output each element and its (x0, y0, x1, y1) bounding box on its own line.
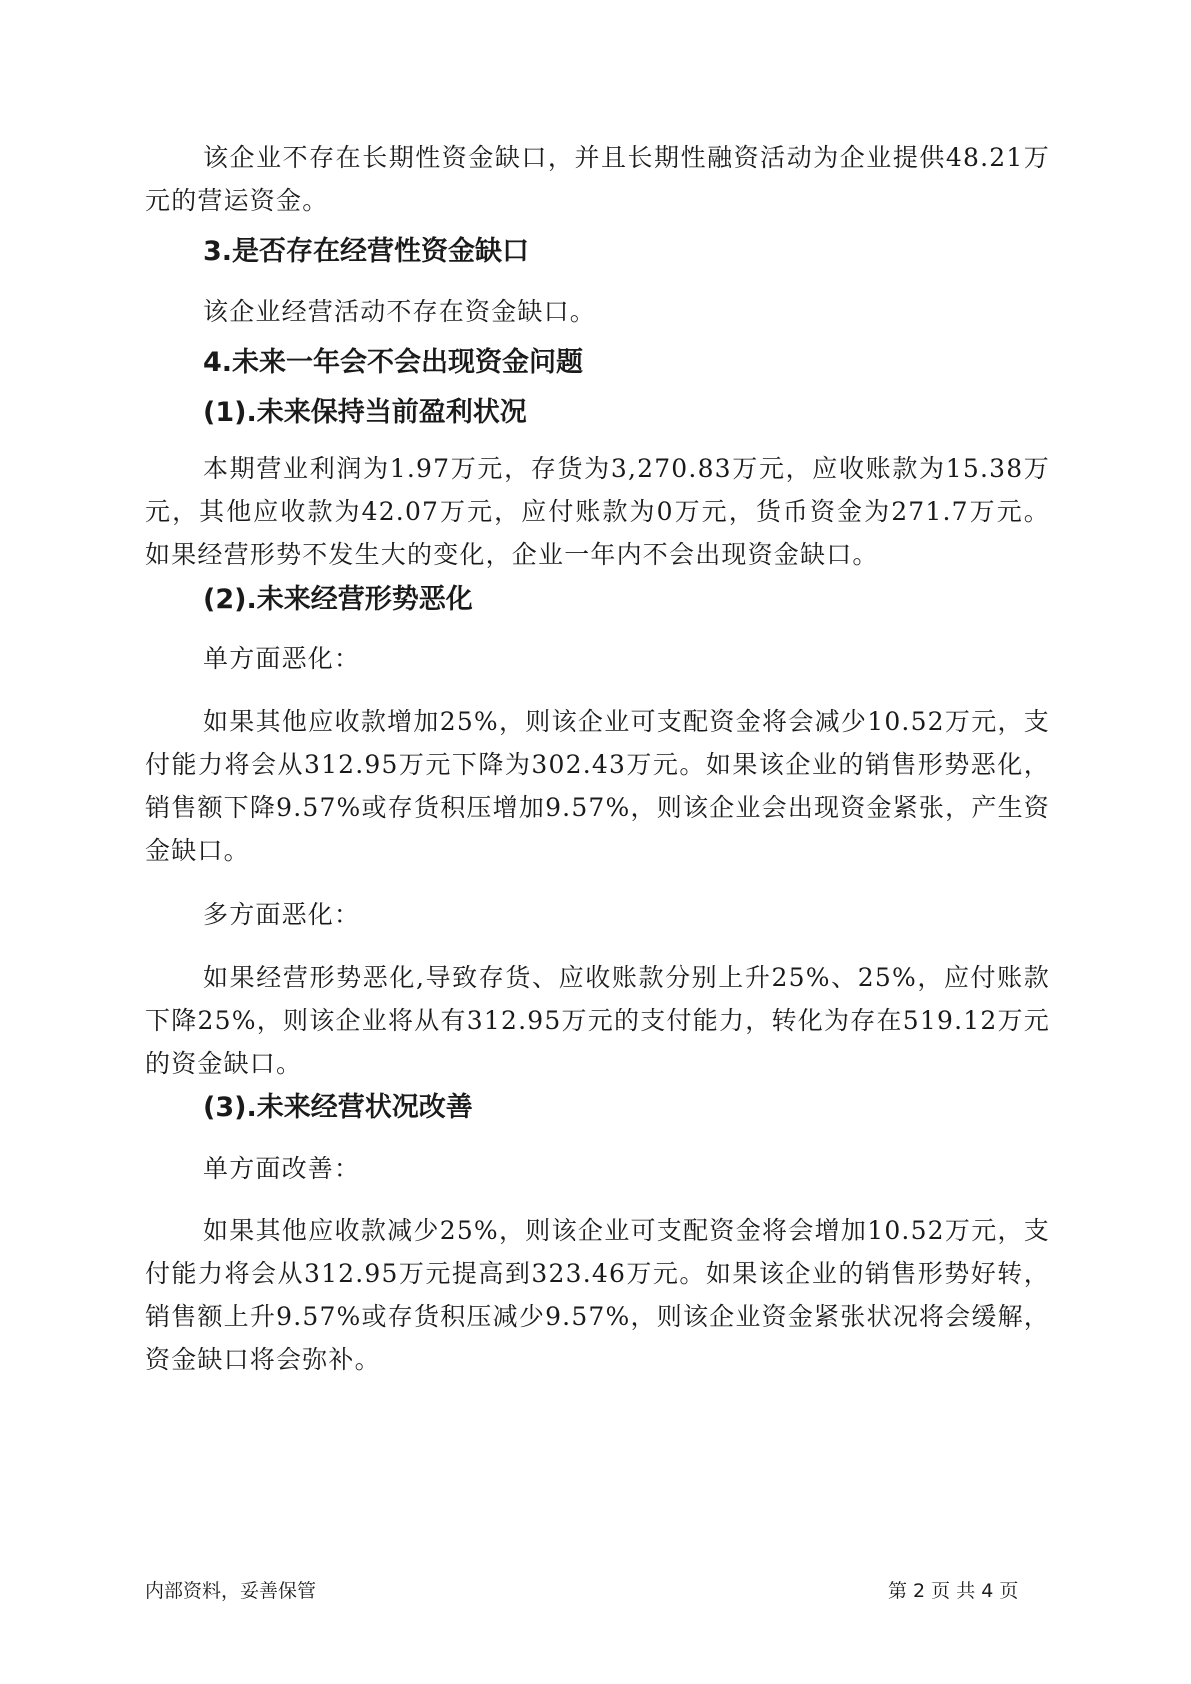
heading-maintain-profit: (1).未来保持当前盈利状况 (203, 397, 527, 428)
heading-next-year: 4.未来一年会不会出现资金问题 (203, 347, 584, 378)
footer-page-number: 第 2 页 共 4 页 (888, 1580, 1019, 1602)
paragraph-operating-no-gap: 该企业经营活动不存在资金缺口。 (203, 297, 597, 326)
paragraph-single-deterioration-label: 单方面恶化： (203, 644, 361, 673)
paragraph-single-improvement-label: 单方面改善： (203, 1154, 361, 1183)
footer-confidential-note: 内部资料，妥善保管 (145, 1580, 317, 1602)
paragraph-multi-deterioration: 如果经营形势恶化,导致存货、应收账款分别上升25%、25%，应付账款下降25%，则该企业将从有312.95万元的支付能力，转化为存在519.12万元的资金缺口。 (145, 963, 1050, 1078)
paragraph-current-profit: 本期营业利润为1.97万元，存货为3,270.83万元，应收账款为15.38万元，其他应收款为42.07万元，应付账款为0万元，货币资金为271.7万元。如果经营形势不发生大的变化，企业一年内不会出现资金缺口。 (145, 454, 1050, 569)
paragraph-single-deterioration: 如果其他应收款增加25%，则该企业可支配资金将会减少10.52万元，支付能力将会从312.95万元下降为302.43万元。如果该企业的销售形势恶化，销售额下降9.57%或存货积压增加9.57%，则该企业会出现资金紧张，产生资金缺口。 (145, 707, 1050, 865)
heading-operating-gap: 3.是否存在经营性资金缺口 (203, 236, 530, 267)
heading-improvement: (3).未来经营状况改善 (203, 1092, 473, 1123)
heading-deterioration: (2).未来经营形势恶化 (203, 584, 473, 615)
paragraph-single-improvement: 如果其他应收款减少25%，则该企业可支配资金将会增加10.52万元，支付能力将会从312.95万元提高到323.46万元。如果该企业的销售形势好转，销售额上升9.57%或存货积压减少9.57%，则该企业资金紧张状况将会缓解，资金缺口将会弥补。 (145, 1216, 1050, 1374)
paragraph-multi-deterioration-label: 多方面恶化： (203, 900, 361, 929)
paragraph-long-term-funding: 该企业不存在长期性资金缺口，并且长期性融资活动为企业提供48.21万元的营运资金。 (145, 143, 1050, 215)
